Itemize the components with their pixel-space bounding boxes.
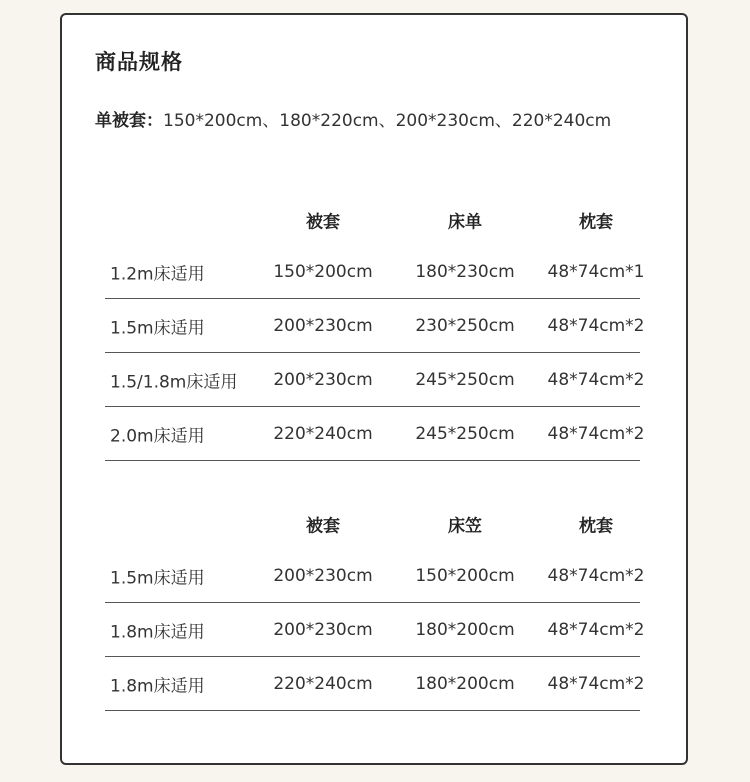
duvet-size-cell: 200*230cm [273,315,373,336]
pillowcase-size-cell: 48*74cm*2 [547,673,645,694]
sheet-size-cell: 245*250cm [415,423,515,444]
duvet-size-cell: 200*230cm [273,565,373,586]
table-row [105,245,645,298]
spec-card [60,13,688,765]
row-divider [105,460,640,461]
bed-size-cell: 1.8m床适用 [110,622,205,642]
pillowcase-size-cell: 48*74cm*2 [547,565,645,586]
pillowcase-size-cell: 48*74cm*2 [547,619,645,640]
bed-size-cell: 1.8m床适用 [110,676,205,696]
header-pillowcase: 枕套 [579,516,613,537]
duvet-size-cell: 200*230cm [273,619,373,640]
table-row [105,603,645,656]
spec-table-flat-sheet [105,195,645,461]
bed-size-cell: 1.5/1.8m床适用 [110,372,238,392]
table-row [105,549,645,602]
table-header-row [105,499,640,549]
table-row [105,657,645,710]
sheet-size-cell: 230*250cm [415,315,515,336]
duvet-size-cell: 220*240cm [273,423,373,444]
duvet-size-cell: 150*200cm [273,261,373,282]
bed-size-cell: 2.0m床适用 [110,426,205,446]
table-row [105,299,645,352]
row-divider [105,710,640,711]
duvet-size-cell: 220*240cm [273,673,373,694]
sheet-size-cell: 245*250cm [415,369,515,390]
table-row [105,353,645,406]
fitted-sheet-size-cell: 150*200cm [415,565,515,586]
bed-size-cell: 1.2m床适用 [110,264,205,284]
section-title: 商品规格 [95,50,183,74]
bed-size-cell: 1.5m床适用 [110,318,205,338]
header-duvet: 被套 [306,516,340,537]
pillowcase-size-cell: 48*74cm*2 [547,423,645,444]
pillowcase-size-cell: 48*74cm*2 [547,315,645,336]
single-duvet-value: 150*200cm、180*220cm、200*230cm、220*240cm [163,111,612,131]
single-duvet-label: 单被套： [95,111,163,131]
table-row [105,407,645,460]
bed-size-cell: 1.5m床适用 [110,568,205,588]
sheet-size-cell: 180*230cm [415,261,515,282]
header-pillowcase: 枕套 [579,212,613,233]
spec-table-fitted-sheet [105,499,645,711]
header-sheet: 床单 [448,212,482,233]
fitted-sheet-size-cell: 180*200cm [415,619,515,640]
pillowcase-size-cell: 48*74cm*1 [547,261,645,282]
single-duvet-sizes [95,106,611,131]
fitted-sheet-size-cell: 180*200cm [415,673,515,694]
table-header-row [105,195,640,245]
header-duvet: 被套 [306,212,340,233]
header-fitted-sheet: 床笠 [448,516,482,537]
duvet-size-cell: 200*230cm [273,369,373,390]
pillowcase-size-cell: 48*74cm*2 [547,369,645,390]
